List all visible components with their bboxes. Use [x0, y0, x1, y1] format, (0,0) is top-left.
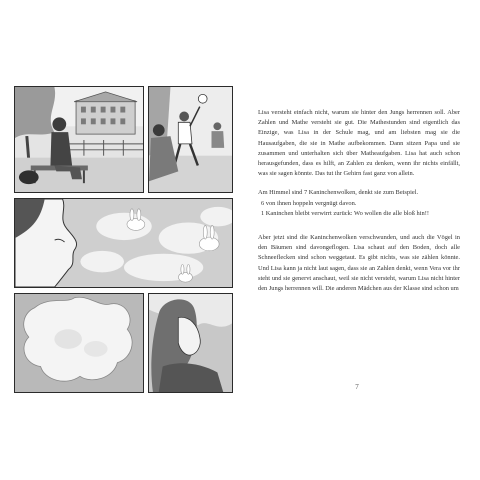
- paragraph-2-line-1: Am Himmel sind 7 Kaninchenwolken, denkt sie zum Beispiel.: [258, 189, 419, 197]
- comic-panel-girl-looking-up: [148, 293, 233, 393]
- paragraph-3: Aber jetzt sind die Kaninchenwolken verschwunden, und auch die Vögel in den Bäumen sind davongeflogen. Lisa schaut auf den Boden, doch alle Schneeflecken sind schon weggetaut. Es gibt nichts, was sie zählen könnte. Und Lisa kann ja nicht laut sagen, dass sie an Zahlen denkt, wenn Vera vor ihr steht und sie genervt anschaut, weil sie nicht versteht, warum Lisa nicht hinter den Jungs herrennen will. Die anderen Mädchen aus der Klasse sind schon um: [258, 234, 460, 293]
- paragraph-2-line-3: 1 Kaninchen bleibt verwirrt zurück: Wo wollen die alle bloß hin!!: [261, 209, 429, 217]
- paragraph-2-line-2: 6 von ihnen hoppeln vergnügt davon.: [261, 199, 357, 207]
- comic-panel-big-cloud: [14, 293, 144, 393]
- comic-panel-face-clouds: [14, 198, 233, 288]
- comic-panel-boys-playing: [148, 86, 233, 193]
- comic-panel-schoolyard: [14, 86, 144, 193]
- paragraph-1: Lisa versteht einfach nicht, warum sie hinter den Jungs herrennen soll. Aber Zahlen und Mathe versteht sie gut. Die Mathestunden sind eigentlich das Einzige, was Lisa in der Schule mag, und am liebsten mag sie die Hausaufgaben, die sie in Mathe aufbekommen. Dann sitzen Papa und sie zusammen und unterhalten sich über Matheaufgaben. Lisa hat auch schon herausgefunden, dass es hilft, an Zahlen zu denken, wenn ihr nichts einfällt, was sie sagen könnte. Das tut ihr Gehirn fast ganz von allein.: [258, 109, 460, 178]
- page-number: 7: [355, 383, 359, 391]
- text-column: [258, 108, 460, 303]
